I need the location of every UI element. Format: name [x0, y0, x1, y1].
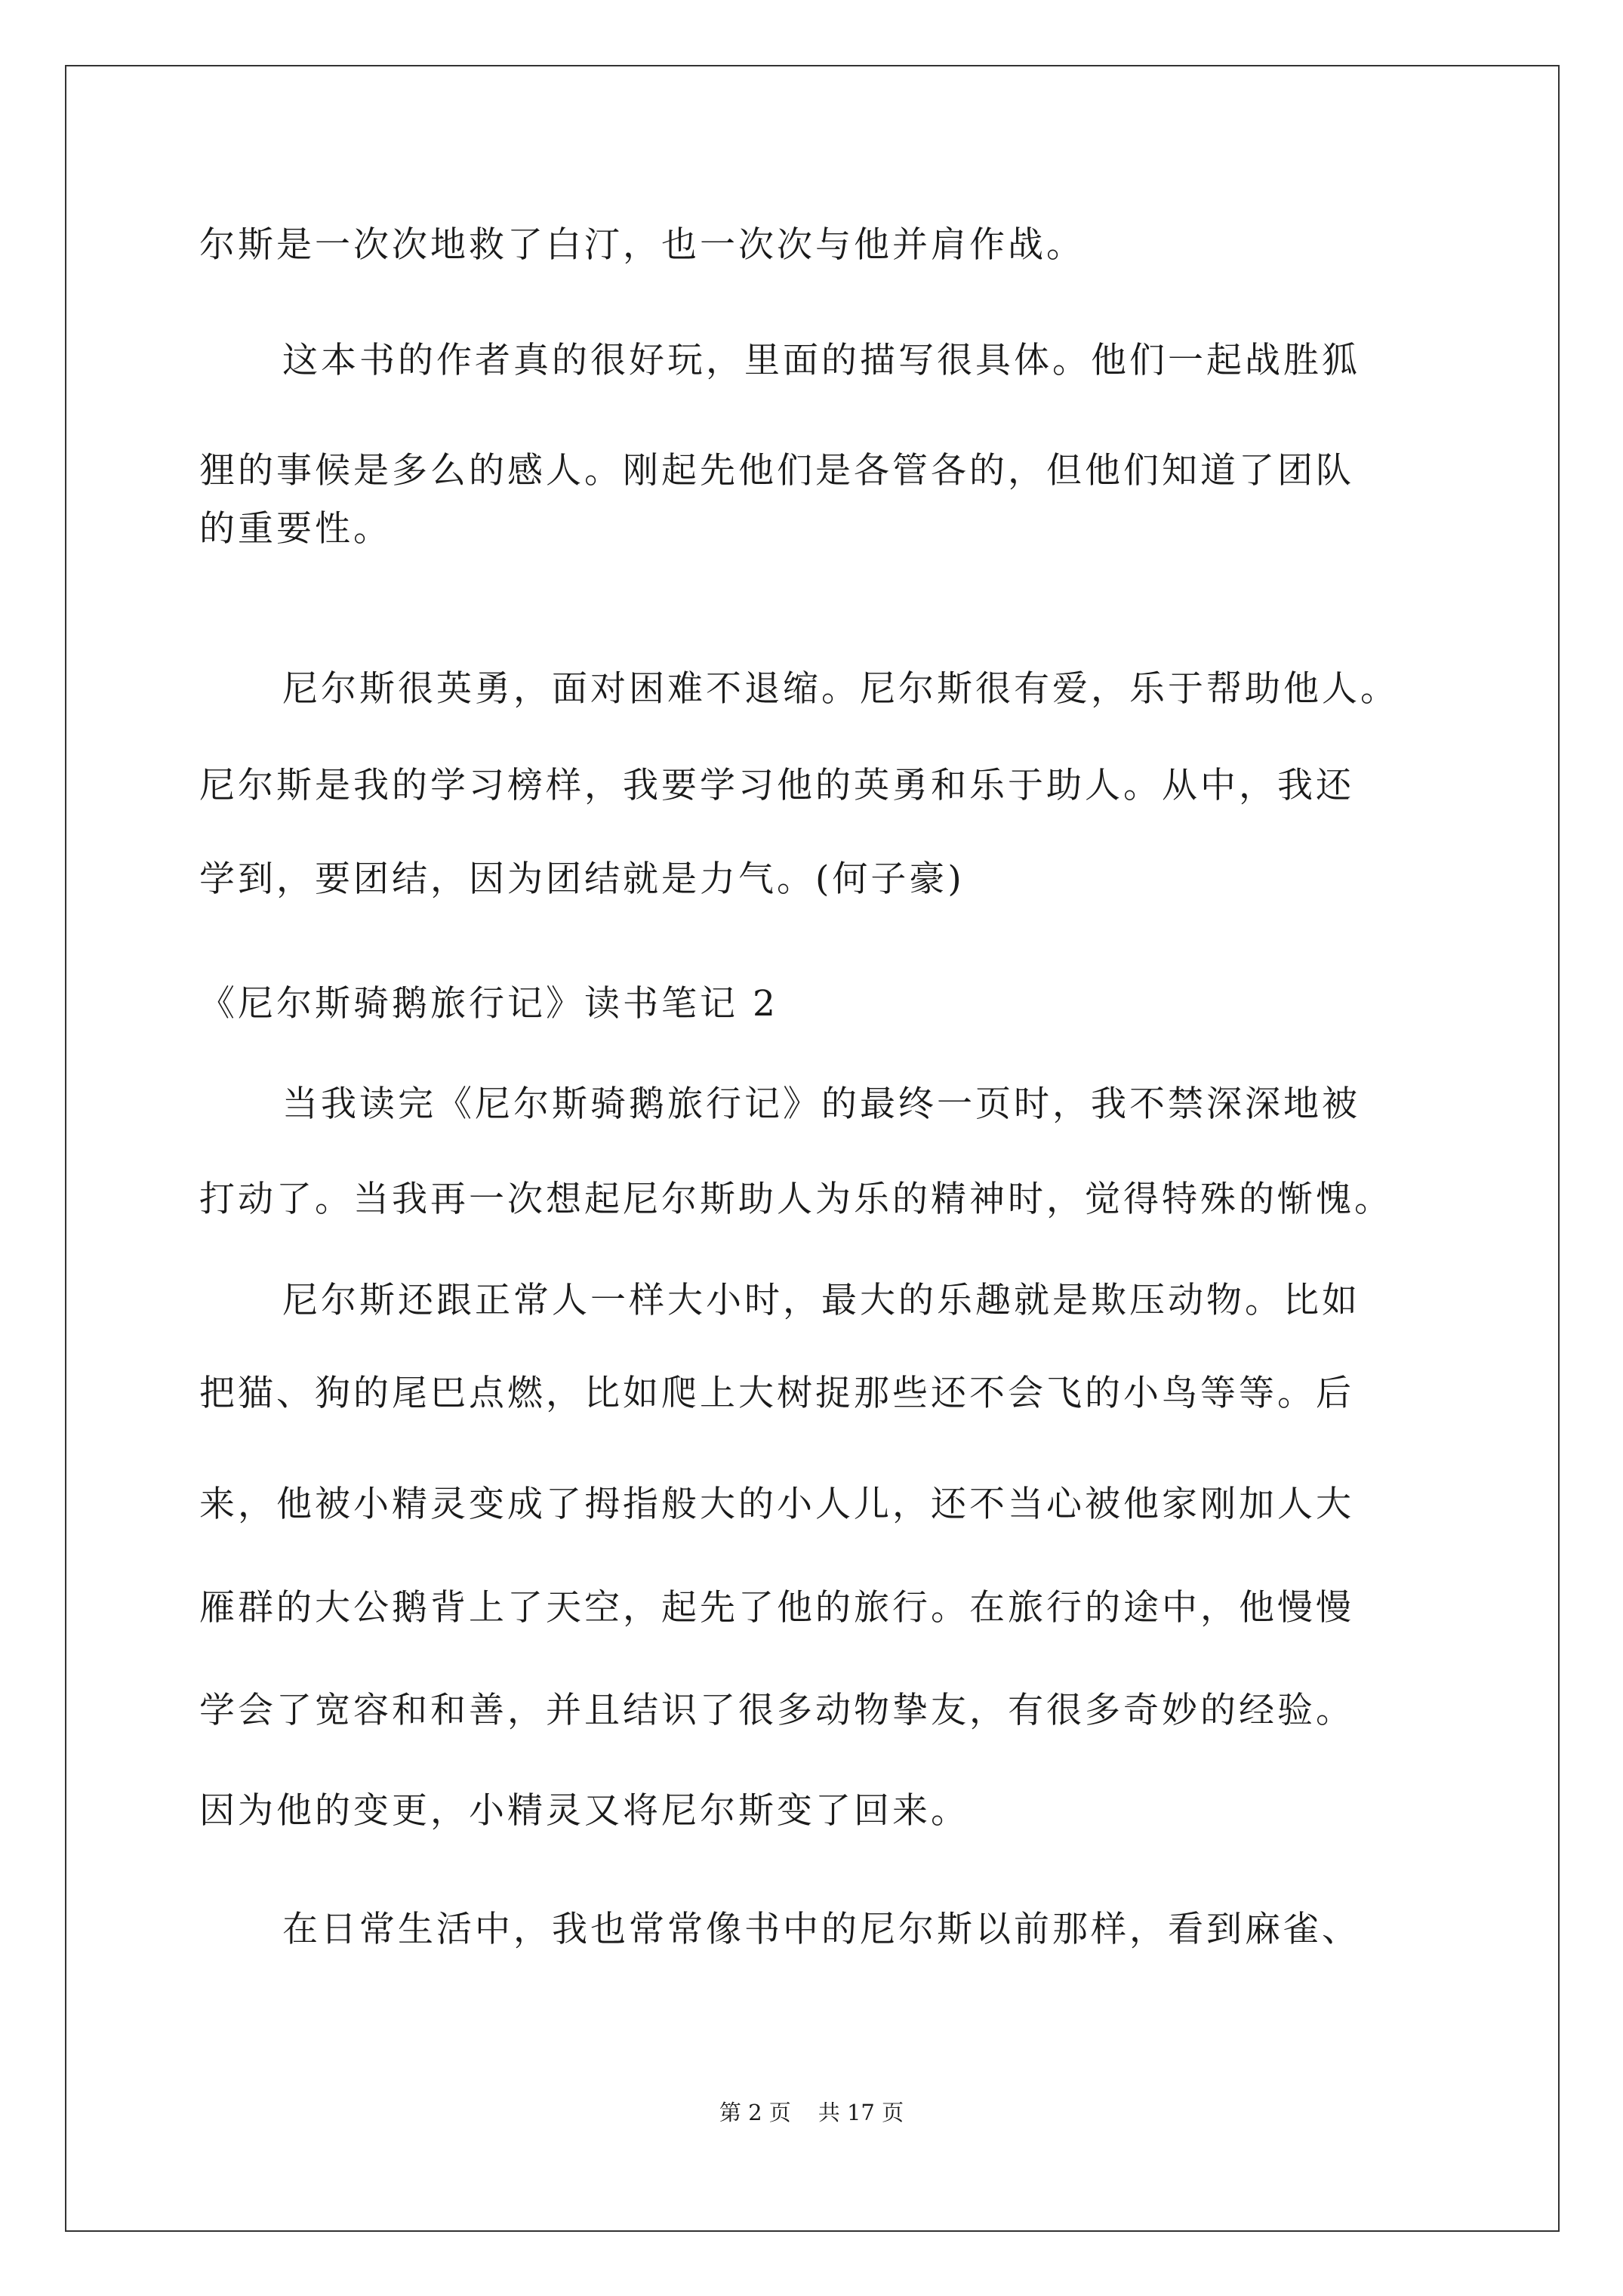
page-footer [0, 2097, 1623, 2128]
text-line: 尼尔斯是我的学习榜样，我要学习他的英勇和乐于助人。从中，我还 [199, 765, 1354, 806]
text-line: 尔斯是一次次地救了白汀，也一次次与他并肩作战。 [199, 224, 1085, 266]
text-line: 尼尔斯很英勇，面对困难不退缩。尼尔斯很有爱，乐于帮助他人。 [282, 668, 1399, 710]
page-number: 第 2 页 [719, 2100, 791, 2125]
text-line: 的重要性。 [199, 508, 392, 550]
text-line: 尼尔斯还跟正常人一样大小时，最大的乐趣就是欺压动物。比如 [282, 1280, 1360, 1321]
text-line: 把猫、狗的尾巴点燃，比如爬上大树捉那些还不会飞的小鸟等等。后 [199, 1373, 1354, 1414]
text-line: 当我读完《尼尔斯骑鹅旅行记》的最终一页时，我不禁深深地被 [282, 1083, 1360, 1125]
section-heading: 《尼尔斯骑鹅旅行记》读书笔记 2 [199, 983, 778, 1025]
text-line: 雁群的大公鹅背上了天空，起先了他的旅行。在旅行的途中，他慢慢 [199, 1587, 1354, 1629]
text-line: 学会了宽容和和善，并且结识了很多动物挚友，有很多奇妙的经验。 [199, 1690, 1354, 1731]
text-line: 来，他被小精灵变成了拇指般大的小人儿，还不当心被他家刚加人大 [199, 1484, 1354, 1525]
text-line: 这本书的作者真的很好玩，里面的描写很具体。他们一起战胜狐 [282, 340, 1360, 381]
text-line: 在日常生活中，我也常常像书中的尼尔斯以前那样，看到麻雀、 [282, 1909, 1360, 1950]
text-line: 狸的事候是多么的感人。刚起先他们是各管各的，但他们知道了团队 [199, 450, 1354, 492]
text-line: 打动了。当我再一次想起尼尔斯助人为乐的精神时，觉得特殊的惭愧。 [199, 1179, 1393, 1220]
text-line: 学到，要团结，因为团结就是力气。(何子豪) [199, 858, 965, 900]
text-line: 因为他的变更，小精灵又将尼尔斯变了回来。 [199, 1790, 969, 1832]
page-total: 共 17 页 [818, 2100, 904, 2125]
